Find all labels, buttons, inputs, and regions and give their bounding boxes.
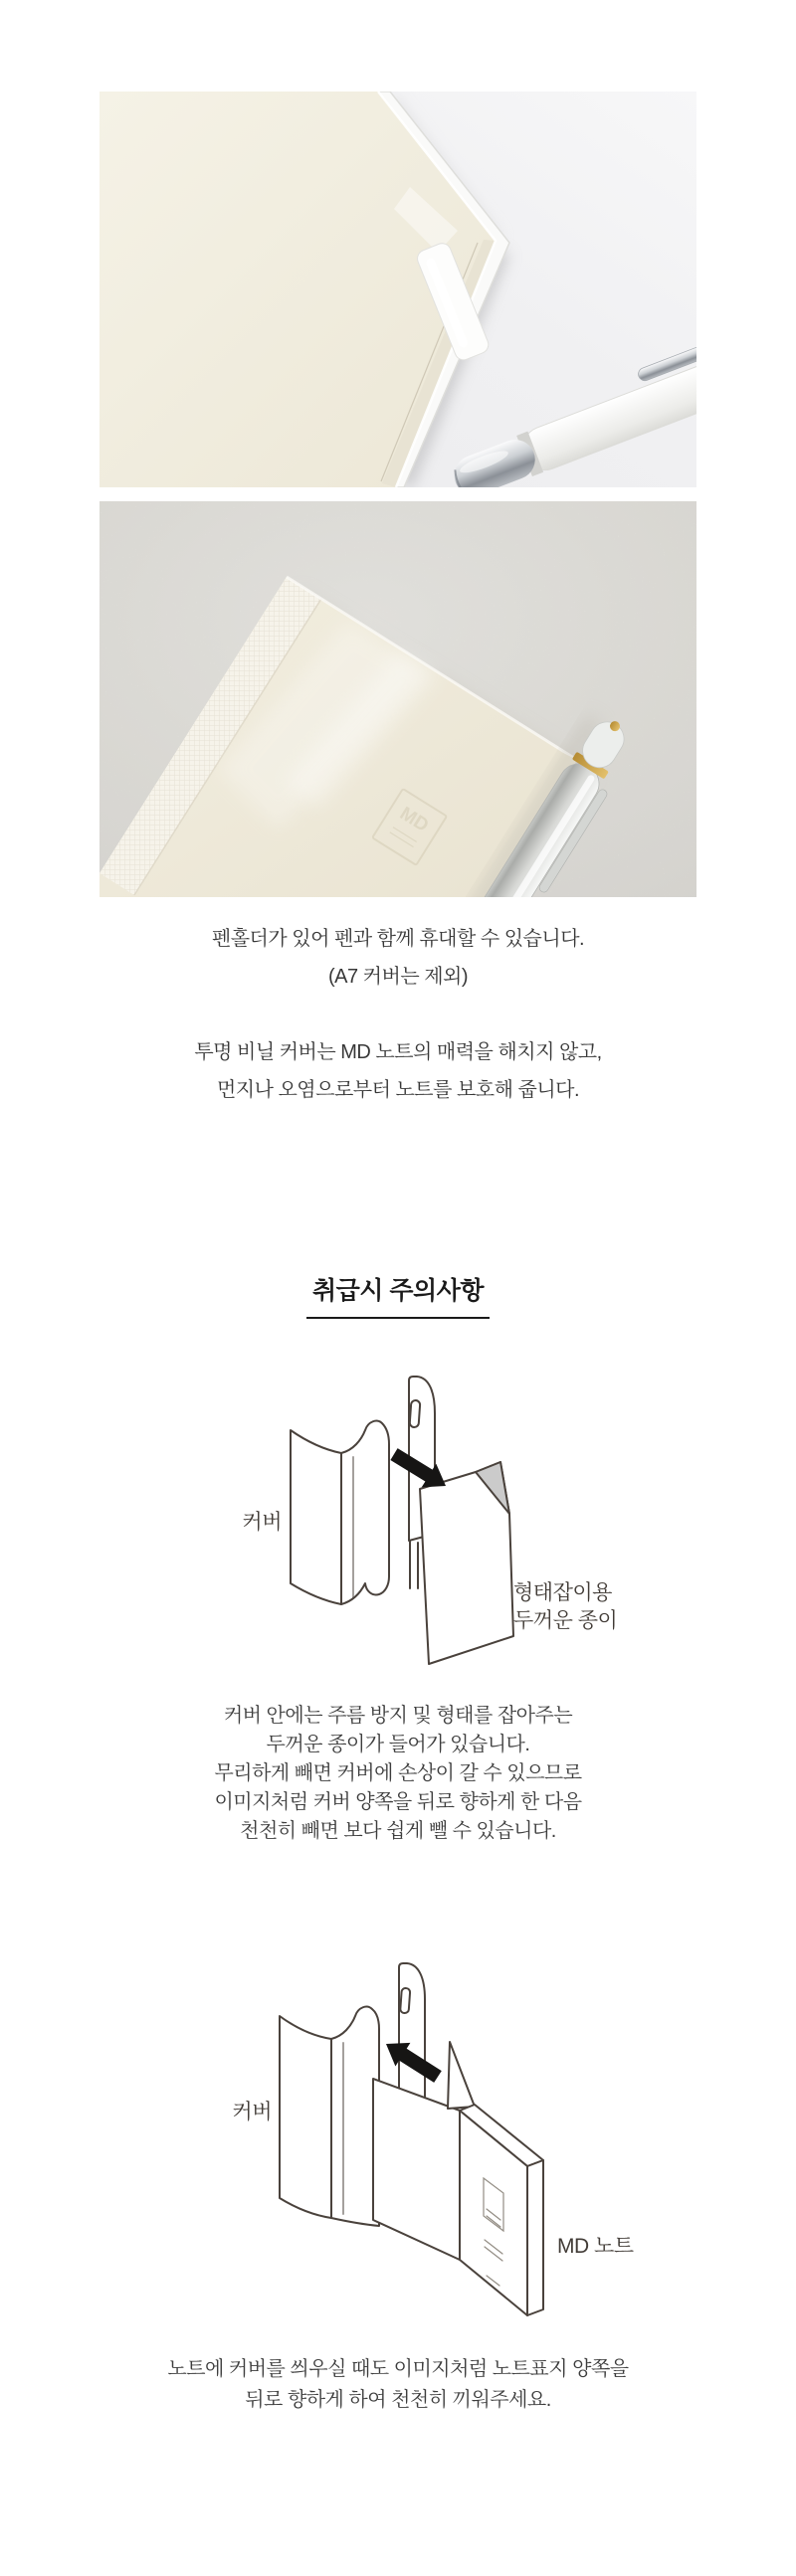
para2-line1: 노트에 커버를 씌우실 때도 이미지처럼 노트표지 양쪽을 (167, 2358, 629, 2380)
para1-line5: 천천히 빼면 보다 쉽게 뺄 수 있습니다. (240, 1820, 556, 1842)
md-emboss-text: MD (395, 803, 433, 836)
caption-vinyl-line2: 먼지나 오염으로부터 노트를 보호해 줍니다. (216, 1079, 580, 1101)
diagram2-cover-label: 커버 (232, 2101, 272, 2123)
photo-notebook-pen-desk-svg (100, 92, 696, 487)
diagram1-paper-label-line2: 두꺼운 종이 (513, 1609, 618, 1632)
para1-line1: 커버 안에는 주름 방지 및 형태를 잡아주는 (223, 1705, 573, 1727)
diagram-remove-paper (199, 1366, 627, 1684)
note-cover-bent-back (373, 2079, 460, 2260)
section-heading-wrap (0, 1275, 796, 1319)
diagram1-paper-label-line1: 형태잡이용 (513, 1581, 612, 1604)
cover-outline (280, 2007, 379, 2226)
cover-outline (291, 1421, 389, 1604)
para2-line2: 뒤로 향하게 하여 천천히 끼워주세요. (245, 2389, 551, 2411)
para1-line3: 무리하게 빼면 커버에 손상이 갈 수 있으므로 (214, 1762, 582, 1784)
caption-pen-holder-line1: 펜홀더가 있어 펜과 함께 휴대할 수 있습니다. (211, 928, 585, 950)
photo-notebook-cover-pen (100, 501, 696, 897)
para1-line4: 이미지처럼 커버 양쪽을 뒤로 향하게 한 다음 (214, 1791, 582, 1813)
instructions-insert-note (0, 2354, 796, 2416)
photo-notebook-cover-pen-svg (100, 501, 696, 897)
para1-line2: 두꺼운 종이가 들어가 있습니다. (266, 1734, 530, 1755)
diagram-insert-note (199, 1939, 657, 2342)
photo-notebook-pen-desk (100, 92, 696, 487)
caption-vinyl-line1: 투명 비닐 커버는 MD 노트의 매력을 해치지 않고, (194, 1041, 602, 1063)
diagram2-note-label: MD 노트 (557, 2235, 634, 2258)
section-title: 취급시 주의사항 (306, 1275, 490, 1319)
note-cover-corner (448, 2042, 475, 2109)
caption-pen-holder-line2: (A7 커버는 제외) (328, 966, 468, 988)
caption-vinyl-cover (0, 1033, 796, 1109)
caption-pen-holder (0, 920, 796, 996)
instructions-remove-paper (0, 1702, 796, 1846)
diagram1-cover-label: 커버 (242, 1511, 282, 1534)
shaping-paper (420, 1462, 513, 1664)
